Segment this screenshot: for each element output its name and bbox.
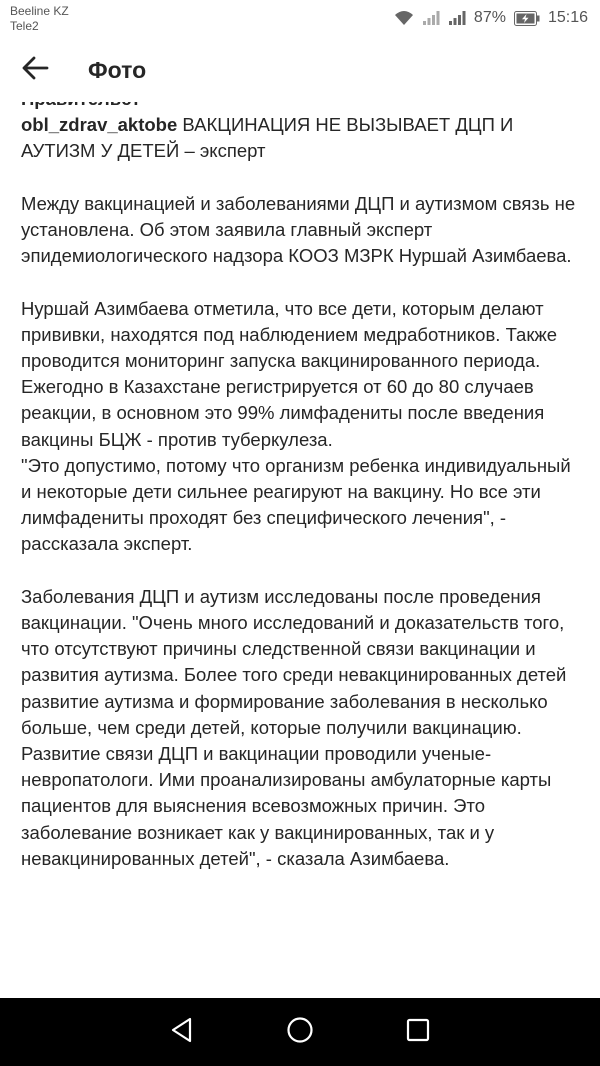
- system-nav-bar: [0, 998, 600, 1066]
- post-caption-area[interactable]: [0, 102, 600, 998]
- clock-time: 15:16: [547, 9, 588, 26]
- carrier-2-label: Tele2: [10, 19, 39, 33]
- status-indicators: [394, 8, 588, 28]
- page-title: Фото: [88, 56, 147, 83]
- post-caption: [21, 86, 581, 872]
- signal-1-icon: [422, 10, 440, 26]
- battery-percent: 87%: [473, 9, 506, 26]
- app-header: [0, 38, 600, 102]
- wifi-icon: [394, 10, 414, 26]
- circle-home-icon: [286, 1016, 314, 1049]
- status-bar: [0, 0, 600, 38]
- carrier-1-label: Beeline KZ: [10, 4, 69, 18]
- nav-back-button[interactable]: [164, 1014, 200, 1050]
- signal-2-icon: [448, 10, 466, 26]
- post-username-link[interactable]: obl_zdrav_aktobe: [21, 114, 178, 136]
- square-recents-icon: [406, 1018, 430, 1047]
- nav-home-button[interactable]: [282, 1014, 318, 1050]
- back-button[interactable]: [0, 38, 70, 102]
- caption-text: ВАКЦИНАЦИЯ НЕ ВЫЗЫВАЕТ ДЦП И АУТИЗМ У ДЕТЕЙ – эксперт Между вакцинацией и заболеваниями ДЦП и аутизмом связь не установлена. Об этом заявила главный эксперт эпидемиологического надзора КООЗ МЗРК Нуршай Азимбаева. Нуршай Азимбаева отметила, что все дети, которым делают прививки, находятся под наблюдением медработников. Также проводится мониторинг запуска вакцинированного периода. Ежегодно в Казахстане регистрируется от 60 до 80 случаев реакции, в основном это 99% лимфадениты после введения вакцины БЦЖ - против туберкулеза. "Это допустимо, потому что организм ребенка индивидуальный и некоторые дети сильнее реагируют на вакцину. Но все эти лимфадениты проходят без специфического лечения", - рассказала эксперт. Заболевания ДЦП и аутизм исследованы после проведения вакцинации. "Очень много исследований и доказательств того, что отсутствуют причины следственной связи вакцинации и развития аутизма. Более того среди невакцинированных детей развитие аутизма и формирование заболевания в несколько больше, чем среди детей, которые получили вакцинацию. Развитие связи ДЦП и вакцинации проводили ученые-невропатологи. Ими проанализированы амбулаторные карты пациентов для выяснения всевозможных причин. Это заболевание возникает как у вакцинированных, так и у невакцинированных детей", - сказала Азимбаева.: [21, 114, 576, 869]
- battery-charging-icon: [514, 11, 540, 26]
- triangle-back-icon: [170, 1017, 194, 1048]
- carrier-info: [10, 4, 69, 34]
- nav-recents-button[interactable]: [400, 1014, 436, 1050]
- arrow-left-icon: [21, 56, 49, 85]
